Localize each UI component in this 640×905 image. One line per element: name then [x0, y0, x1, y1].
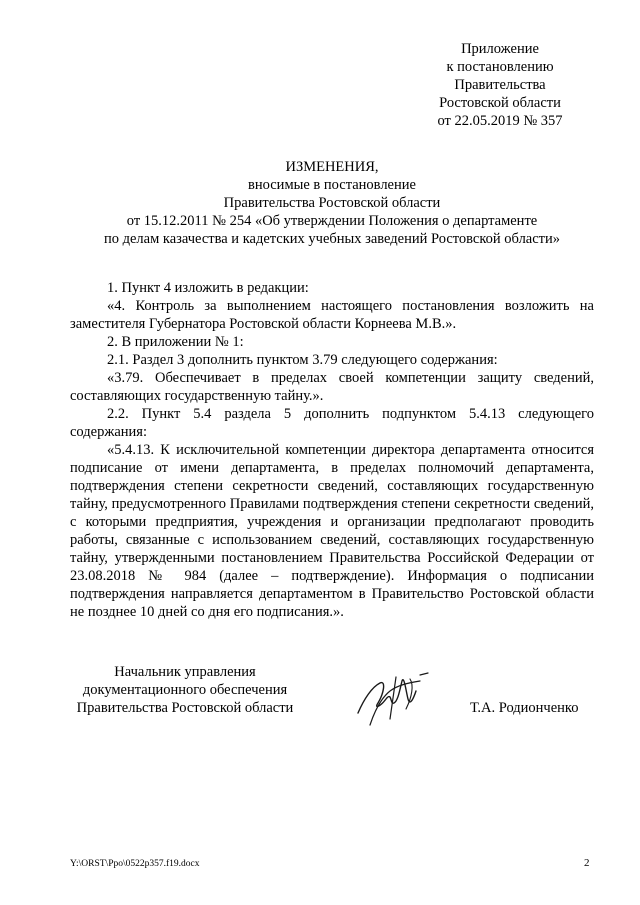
paragraph-6: 2.2. Пункт 5.4 раздела 5 дополнить подпунктом 5.4.13 следующего содержания: — [70, 406, 594, 440]
appendix-line-1: Приложение — [461, 41, 539, 57]
appendix-line-2: к постановлению — [446, 59, 554, 75]
appendix-line-3: Правительства — [454, 77, 546, 93]
paragraph-5: «3.79. Обеспечивает в пределах своей компетенции защиту сведений, составляющих государственную тайну.». — [70, 370, 594, 404]
title-line-4: по делам казачества и кадетских учебных заведений Ростовской области» — [103, 231, 561, 247]
title-line-2: Правительства Ростовской области — [223, 195, 441, 211]
paragraph-2: «4. Контроль за выполнением настоящего постановления возложить на заместителя Губернатора Ростовской области Корнеева М.В.». — [70, 298, 594, 332]
handwritten-signature — [350, 669, 440, 729]
footer-file-path: Y:\ORST\Ppo\0522p357.f19.docx — [70, 859, 200, 869]
appendix-header — [420, 40, 580, 130]
signatory-position — [60, 663, 310, 717]
signatory-line-2: документационного обеспечения — [82, 682, 288, 698]
document-body — [70, 279, 594, 621]
title-line-3: от 15.12.2011 № 254 «Об утверждении Положения о департаменте — [126, 213, 538, 229]
signatory-name: Т.А. Родионченко — [470, 700, 579, 716]
signatory-line-3: Правительства Ростовской области — [76, 700, 294, 716]
paragraph-4: 2.1. Раздел 3 дополнить пунктом 3.79 следующего содержания: — [107, 352, 498, 368]
document-title — [70, 158, 594, 248]
page-number: 2 — [584, 857, 590, 869]
appendix-line-5: от 22.05.2019 № 357 — [437, 113, 563, 129]
signatory-line-1: Начальник управления — [114, 664, 256, 680]
appendix-line-4: Ростовской области — [439, 95, 561, 111]
paragraph-1: 1. Пункт 4 изложить в редакции: — [107, 280, 309, 296]
title-heading: ИЗМЕНЕНИЯ, — [285, 159, 379, 175]
title-line-1: вносимые в постановление — [248, 177, 416, 193]
paragraph-7: «5.4.13. К исключительной компетенции директора департамента относится подписание от имени департамента, в пределах полномочий департамента, подтверждения степени секретности сведений, составляющих государственную тайну, предусмотренного Правилами подтверждения степени секретности сведений, с которыми предприятия, учреждения и организации предполагают проводить работы, связанные с использованием сведений, составляющих государственную тайну, утвержденными постановлением Правительства Российской Федерации от 23.08.2018 № 984 (далее – подтверждение). Информация о подписании подтверждения направляется департаментом в Правительство Ростовской области не позднее 10 дней со дня его подписания.». — [70, 442, 594, 620]
paragraph-3: 2. В приложении № 1: — [107, 334, 244, 350]
